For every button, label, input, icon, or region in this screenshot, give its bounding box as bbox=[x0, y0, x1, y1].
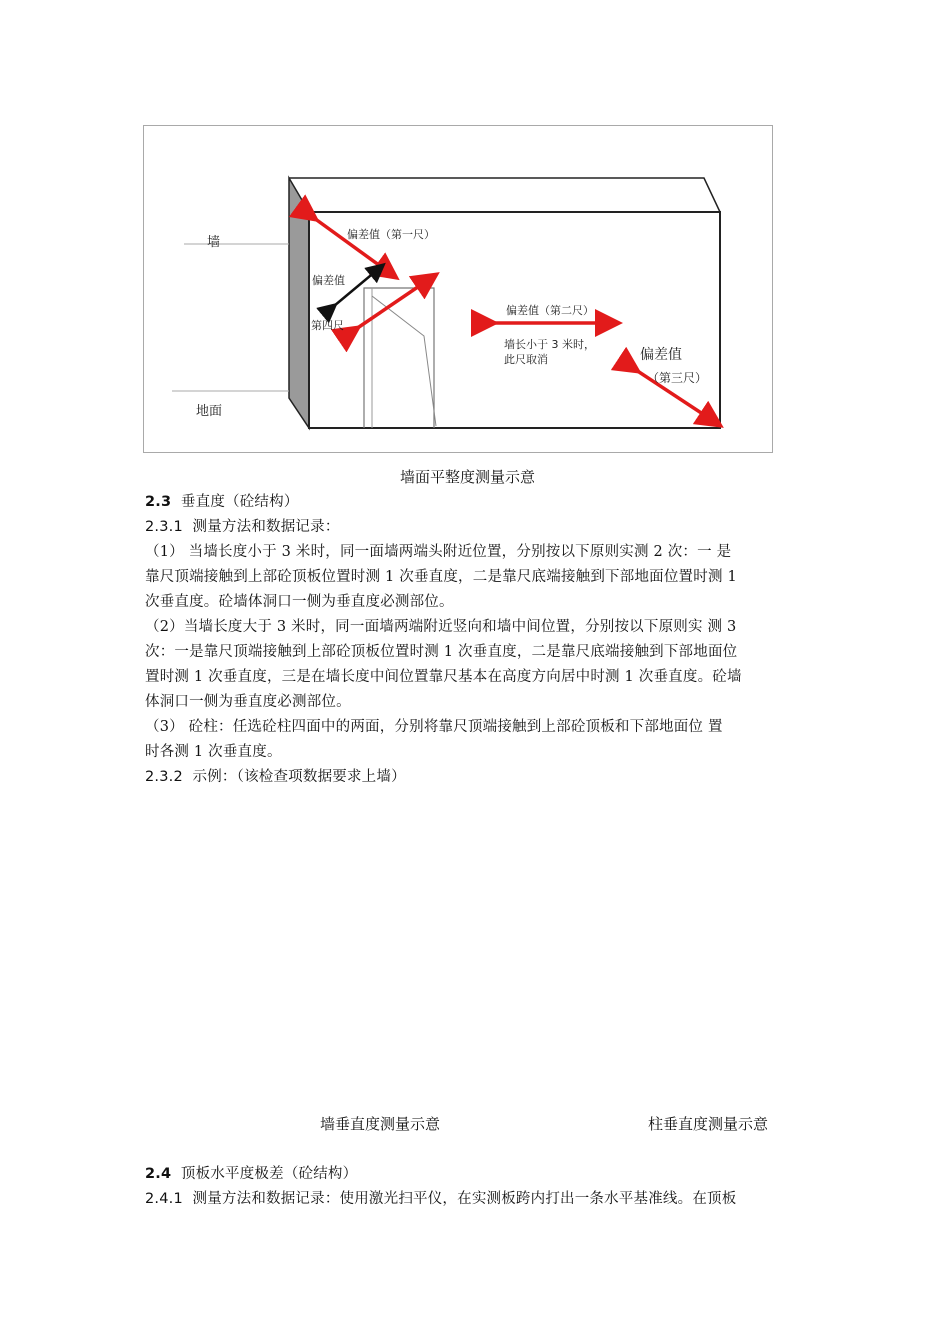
para-line: （3） 砼柱：任选砼柱四面中的两面，分别将靠尺顶端接触到上部砼顶板和下部地面位 置 bbox=[145, 719, 723, 735]
wall-side-face bbox=[289, 178, 309, 428]
wall-top-edge bbox=[289, 178, 720, 212]
section-title: 顶板水平度极差（砼结构） bbox=[180, 1166, 358, 1182]
subsection-text: 测量方法和数据记录：使用激光扫平仪，在实测板跨内打出一条水平基准线。在顶板 bbox=[192, 1191, 737, 1207]
para-line: （2）当墙长度大于 3 米时，同一面墙两端附近竖向和墙中间位置，分别按以下原则实 测 3 bbox=[145, 619, 737, 635]
para-line: 次：一是靠尺顶端接触到上部砼顶板位置时测 1 次垂直度，二是靠尺底端接触到下部地面位 bbox=[145, 644, 738, 660]
subsection-number: 2.4.1 bbox=[145, 1191, 183, 1207]
label-deviation-first: 偏差值（第一尺） bbox=[347, 228, 435, 241]
caption-wall-vertical: 墙垂直度测量示意 bbox=[320, 1115, 441, 1133]
label-deviation-third-sub: （第三尺） bbox=[647, 371, 708, 385]
label-deviation-third-title: 偏差值 bbox=[640, 347, 682, 363]
para-line: （1） 当墙长度小于 3 米时，同一面墙两端头附近位置，分别按以下原则实测 2 次：一 是 bbox=[145, 544, 732, 560]
para-line: 时各测 1 次垂直度。 bbox=[145, 744, 282, 760]
section-2-3-heading bbox=[145, 490, 810, 515]
label-note-line1: 墙长小于 3 米时， bbox=[504, 338, 595, 351]
para-line: 靠尺顶端接触到上部砼顶板位置时测 1 次垂直度，二是靠尺底端接触到下部地面位置时测 1 bbox=[145, 569, 737, 585]
label-deviation-left: 偏差值 bbox=[312, 274, 345, 287]
example-text: 示例：（该检查项数据要求上墙） bbox=[192, 769, 406, 785]
label-note-line2: 此尺取消 bbox=[504, 353, 548, 366]
section-2-4-heading bbox=[145, 1162, 810, 1187]
flatness-diagram-svg bbox=[144, 126, 774, 454]
label-fourth-ruler: 第四尺 bbox=[311, 319, 344, 332]
para-line: 次垂直度。砼墙体洞口一侧为垂直度必测部位。 bbox=[145, 594, 454, 610]
subsection-2-3-1-heading bbox=[145, 515, 810, 540]
section-number: 2.3 bbox=[145, 494, 172, 510]
label-deviation-second: 偏差值（第二尺） bbox=[506, 304, 594, 317]
subsection-title: 测量方法和数据记录： bbox=[192, 519, 340, 535]
example-number: 2.3.2 bbox=[145, 769, 183, 785]
para-line: 置时测 1 次垂直度，三是在墙长度中间位置靠尺基本在高度方向居中时测 1 次垂直度。砼墙 bbox=[145, 669, 742, 685]
flatness-diagram bbox=[143, 125, 773, 453]
section-number: 2.4 bbox=[145, 1166, 172, 1182]
caption-flatness: 墙面平整度测量示意 bbox=[400, 468, 536, 486]
example-heading bbox=[145, 765, 810, 790]
label-ground: 地面 bbox=[196, 404, 223, 419]
subsection-number: 2.3.1 bbox=[145, 519, 183, 535]
caption-column-vertical: 柱垂直度测量示意 bbox=[648, 1115, 769, 1133]
subsection-2-4-1-line bbox=[145, 1187, 810, 1212]
para-line: 体洞口一侧为垂直度必测部位。 bbox=[145, 694, 351, 710]
label-wall: 墙 bbox=[207, 235, 221, 250]
section-title: 垂直度（砼结构） bbox=[180, 494, 299, 510]
